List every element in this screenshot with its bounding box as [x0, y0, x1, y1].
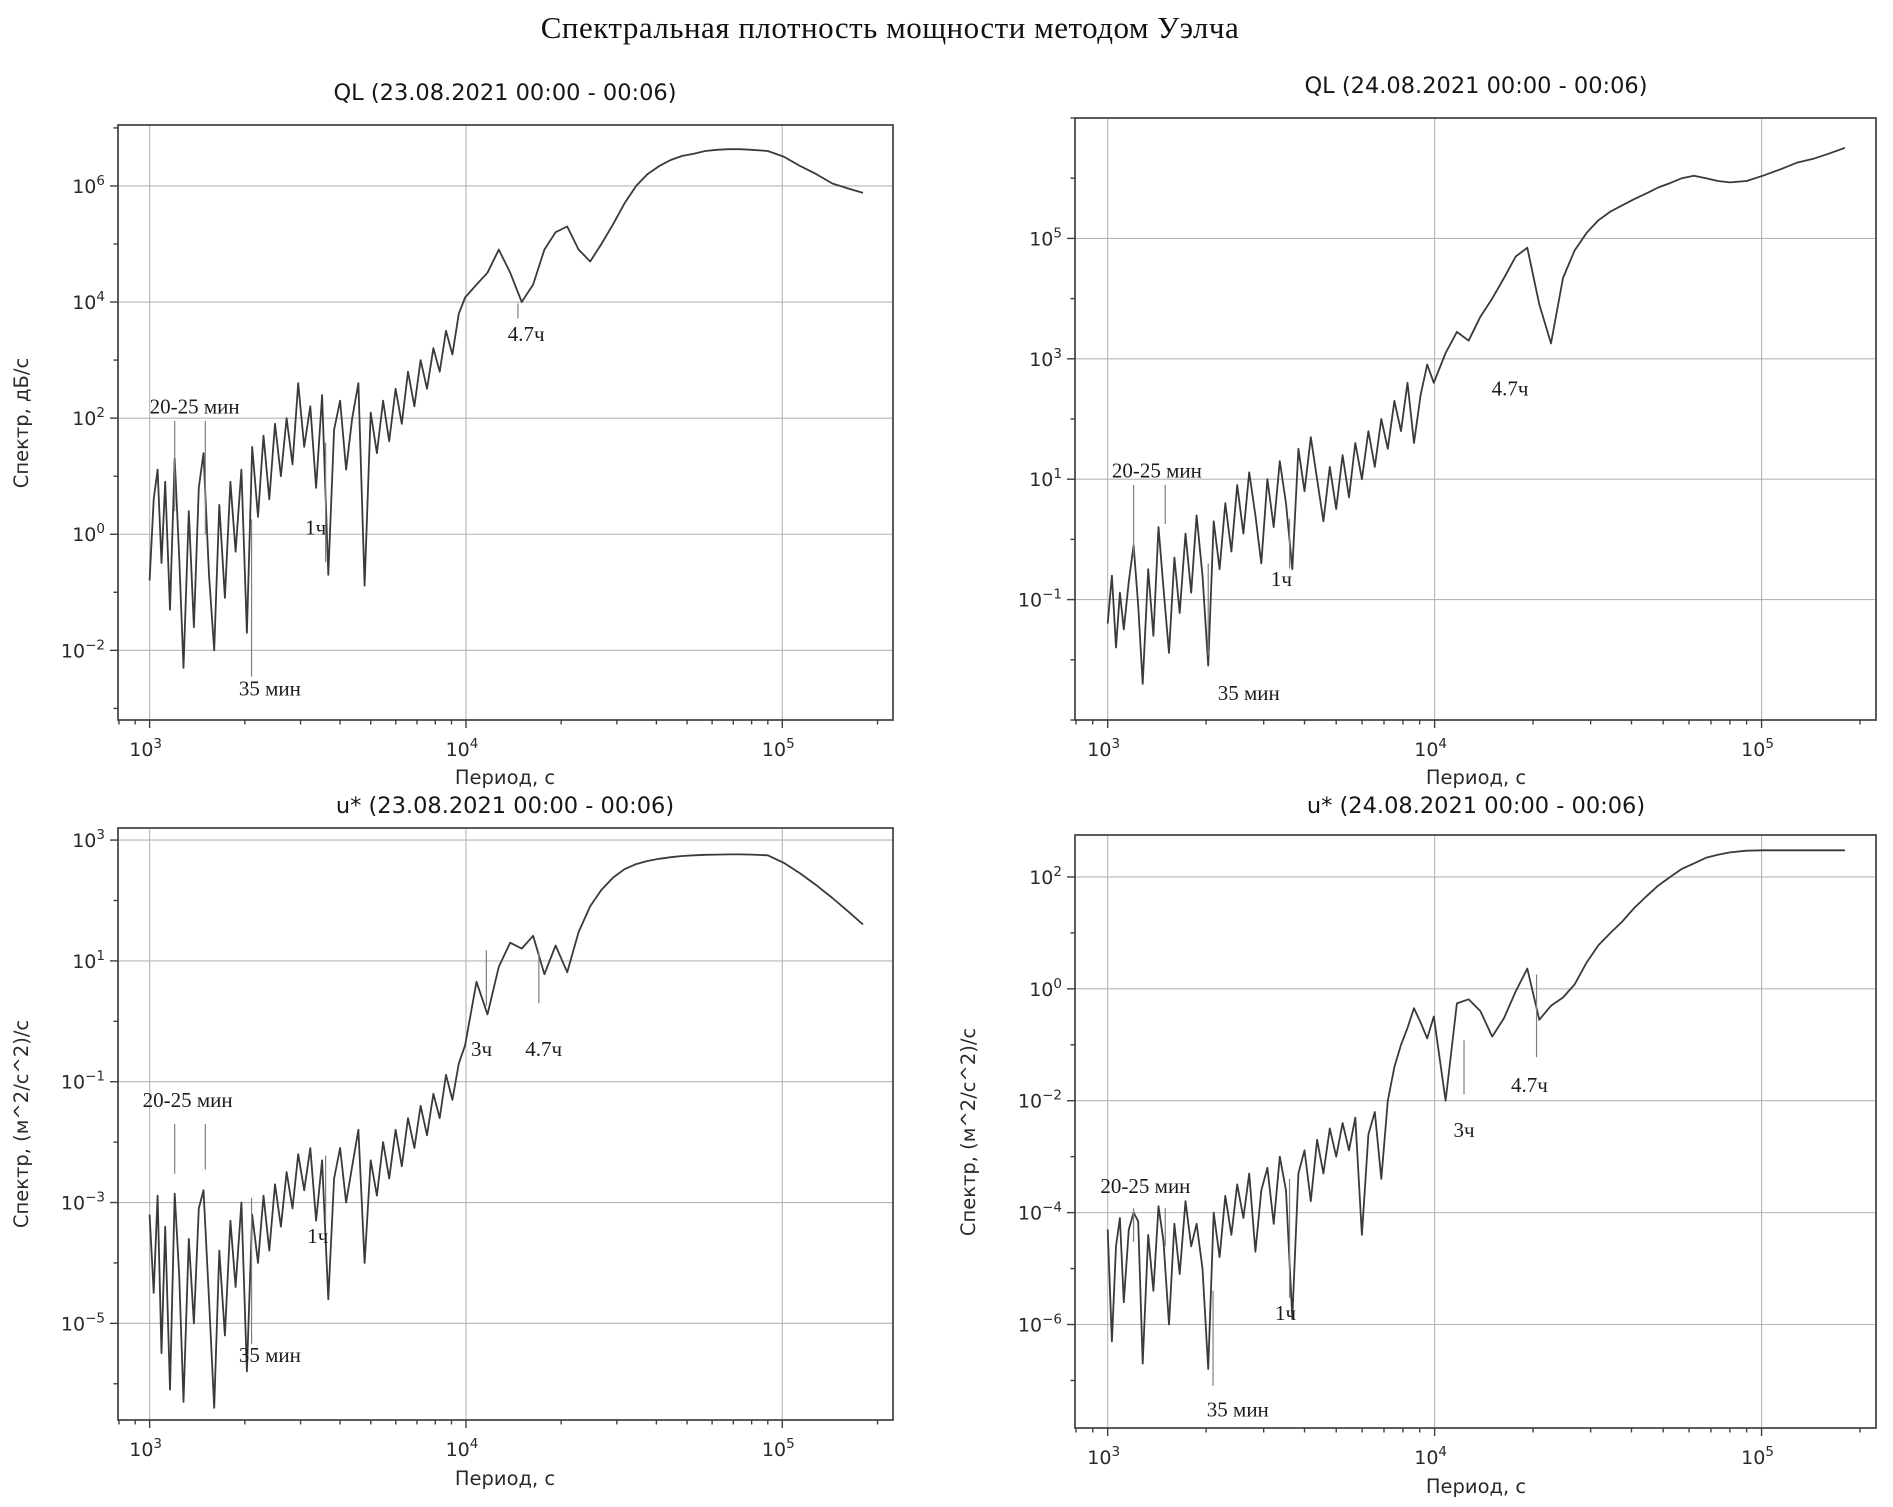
- spectrum-curve: [150, 149, 863, 668]
- axis-ticks: [110, 840, 878, 1428]
- x-tick-label: $10^3$: [1087, 736, 1121, 761]
- annotation-label: 35 мин: [1217, 681, 1280, 706]
- x-tick-label: $10^5$: [761, 736, 795, 761]
- y-tick-label: $10^{-3}$: [60, 1189, 105, 1215]
- annotation-label: 3ч: [1453, 1117, 1475, 1142]
- subplot-title: QL (23.08.2021 00:00 - 00:06): [333, 80, 677, 106]
- axes-frame: [1075, 835, 1876, 1428]
- x-tick-label: $10^4$: [445, 1436, 479, 1461]
- y-tick-label: $10^{-2}$: [60, 637, 105, 663]
- annotations: [150, 303, 545, 700]
- plot-ustar-23-08: [0, 795, 946, 1507]
- y-axis-label: Спектр, (м^2/с^2)/с: [10, 1019, 33, 1229]
- plot-ql-23-08: [0, 55, 946, 795]
- annotation-label: 1ч: [305, 515, 327, 540]
- grid: [118, 828, 893, 1420]
- annotation-label: 4.7ч: [1491, 376, 1529, 401]
- x-tick-label: $10^4$: [445, 736, 479, 761]
- axes-frame: [118, 125, 893, 720]
- annotation-label: 4.7ч: [1511, 1073, 1548, 1098]
- plot-ustar-24-08: [946, 795, 1893, 1507]
- grid: [1075, 835, 1876, 1428]
- y-tick-label: $10^6$: [72, 172, 105, 198]
- y-tick-label: $10^0$: [72, 521, 105, 547]
- figure-title: Спектральная плотность мощности методом Уэлча: [540, 10, 1240, 45]
- annotation-label: 3ч: [470, 1036, 493, 1061]
- subplot-title: u* (24.08.2021 00:00 - 00:06): [1306, 793, 1646, 819]
- axis-ticks: [110, 128, 878, 728]
- annotations: [143, 950, 563, 1367]
- axes-frame: [1075, 118, 1876, 720]
- grid: [118, 125, 893, 720]
- axis-ticks: [1067, 118, 1860, 728]
- x-tick-label: $10^3$: [1087, 1444, 1121, 1469]
- y-tick-label: $10^2$: [72, 405, 105, 431]
- annotation-label: 35 мин: [238, 1342, 301, 1367]
- annotation-label: 20-25 мин: [142, 1087, 233, 1112]
- y-tick-label: $10^5$: [1029, 225, 1062, 251]
- y-tick-label: $10^{-2}$: [1017, 1087, 1062, 1113]
- annotation-label: 1ч: [307, 1223, 329, 1248]
- y-tick-label: $10^{-5}$: [60, 1310, 105, 1336]
- x-axis-label: Период, с: [1425, 766, 1527, 789]
- y-tick-label: $10^1$: [72, 947, 105, 973]
- y-tick-label: $10^{-1}$: [60, 1068, 105, 1094]
- annotation-label: 1ч: [1270, 566, 1292, 591]
- y-axis-label: Спектр, (м^2/с^2)/с: [957, 1027, 980, 1237]
- x-tick-label: $10^4$: [1414, 1444, 1448, 1469]
- y-tick-label: $10^2$: [1029, 863, 1062, 889]
- annotation-label: 4.7ч: [507, 322, 545, 347]
- y-tick-label: $10^4$: [72, 289, 105, 315]
- x-tick-label: $10^5$: [761, 1436, 795, 1461]
- axis-ticks: [1067, 877, 1860, 1436]
- y-axis-label: Спектр, дБ/с: [10, 357, 33, 489]
- y-tick-label: $10^{-1}$: [1017, 586, 1062, 612]
- y-tick-label: $10^{-4}$: [1017, 1199, 1062, 1225]
- y-tick-label: $10^3$: [72, 827, 105, 853]
- annotation-label: 35 мин: [238, 676, 301, 701]
- y-tick-label: $10^{-6}$: [1017, 1311, 1062, 1337]
- subplot-title: u* (23.08.2021 00:00 - 00:06): [335, 793, 675, 819]
- annotations: [1100, 975, 1548, 1422]
- annotation-label: 20-25 мин: [1111, 458, 1202, 483]
- annotations: [1112, 377, 1529, 705]
- x-tick-label: $10^5$: [1741, 1444, 1774, 1469]
- x-tick-label: $10^3$: [129, 736, 163, 761]
- annotation-label: 35 мин: [1206, 1397, 1269, 1422]
- annotation-label: 20-25 мин: [149, 394, 240, 419]
- annotation-label: 20-25 мин: [1100, 1173, 1191, 1198]
- x-tick-label: $10^4$: [1414, 736, 1448, 761]
- x-tick-label: $10^5$: [1741, 736, 1774, 761]
- grid: [1075, 118, 1876, 720]
- x-axis-label: Период, с: [454, 1467, 556, 1490]
- spectrum-curve: [150, 854, 863, 1407]
- plot-ql-24-08: [946, 55, 1893, 795]
- spectrum-curve: [1108, 850, 1845, 1369]
- y-tick-label: $10^1$: [1029, 466, 1062, 492]
- axes-frame: [118, 828, 893, 1420]
- x-axis-label: Период, с: [454, 766, 556, 789]
- x-tick-label: $10^3$: [129, 1436, 163, 1461]
- spectrum-curve: [1108, 148, 1845, 684]
- annotation-label: 1ч: [1275, 1301, 1297, 1326]
- y-tick-label: $10^3$: [1029, 345, 1062, 371]
- y-tick-label: $10^0$: [1029, 975, 1062, 1001]
- x-axis-label: Период, с: [1425, 1475, 1527, 1498]
- subplot-title: QL (24.08.2021 00:00 - 00:06): [1304, 73, 1648, 99]
- annotation-label: 4.7ч: [525, 1036, 563, 1061]
